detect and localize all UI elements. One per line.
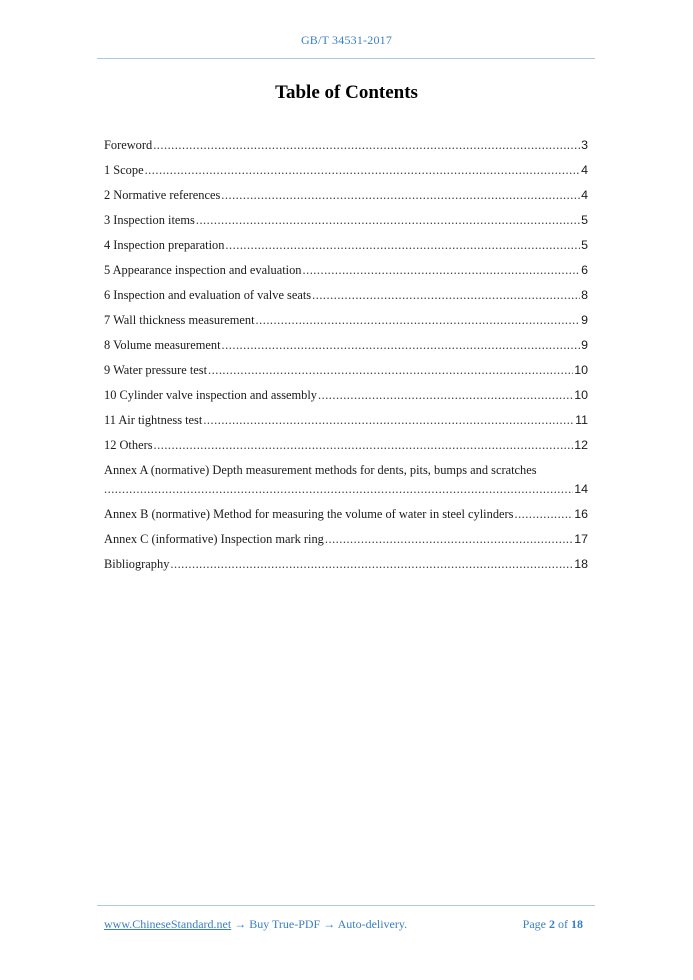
toc-entry-label: Annex C (informative) Inspection mark ring [104, 532, 324, 546]
toc-entry-bibliography[interactable] [104, 555, 588, 580]
toc-leader-dots [221, 186, 580, 204]
toc-leader-dots [203, 411, 574, 429]
toc-leader-dots [303, 261, 581, 279]
toc-entry-normative-references[interactable] [104, 186, 588, 211]
toc-entry-appearance-inspection[interactable] [104, 261, 588, 286]
toc-entry-label: 6 Inspection and evaluation of valve seats [104, 288, 312, 302]
current-page-number: 2 [549, 917, 555, 931]
toc-leader-dots [154, 436, 574, 454]
toc-entry-label: Bibliography [104, 557, 170, 571]
toc-entry-page: 11 [575, 413, 588, 427]
toc-leader-dots [145, 161, 581, 179]
toc-entry-page: 9 [581, 338, 588, 352]
toc-leader-dots [325, 530, 573, 548]
toc-entry-label: 7 Wall thickness measurement [104, 313, 255, 327]
toc-entry-others[interactable] [104, 436, 588, 461]
toc-entry-page: 10 [574, 363, 588, 377]
toc-entry-wall-thickness[interactable] [104, 311, 588, 336]
toc-leader-dots [225, 236, 580, 254]
toc-entry-label: 9 Water pressure test [104, 363, 208, 377]
toc-entry-cylinder-valve[interactable] [104, 386, 588, 411]
toc-entry-page: 4 [581, 163, 588, 177]
toc-entry-page: 12 [574, 438, 588, 452]
toc-entry-page: 18 [574, 557, 588, 571]
toc-entry-inspection-preparation[interactable] [104, 236, 588, 261]
toc-leader-dots [312, 286, 580, 304]
total-pages-number: 18 [571, 917, 583, 931]
toc-leader-dots [196, 211, 580, 229]
toc-entry-label: 11 Air tightness test [104, 413, 203, 427]
toc-entry-label: Annex B (normative) Method for measuring the volume of water in steel cylinders [104, 507, 514, 521]
toc-entry-label: 2 Normative references [104, 188, 221, 202]
toc-entry-page: 14 [574, 482, 588, 496]
toc-entry-label: 8 Volume measurement [104, 338, 221, 352]
footer-divider [97, 905, 595, 906]
toc-leader-dots [256, 311, 581, 329]
toc-entry-page: 8 [581, 288, 588, 302]
toc-entry-valve-seats[interactable] [104, 286, 588, 311]
toc-entry-foreword[interactable] [104, 136, 588, 161]
header-divider [97, 58, 595, 59]
toc-leader-dots [153, 136, 580, 154]
promo-text: → Buy True-PDF → Auto-delivery. [231, 917, 408, 931]
page-indicator [523, 917, 583, 932]
toc-entry-scope[interactable] [104, 161, 588, 186]
toc-entry-air-tightness-test[interactable] [104, 411, 588, 436]
toc-entry-annex-c[interactable] [104, 530, 588, 555]
toc-entry-page: 9 [581, 313, 588, 327]
toc-entry-annex-b[interactable] [104, 505, 588, 530]
toc-entry-page: 4 [581, 188, 588, 202]
toc-entry-water-pressure-test[interactable] [104, 361, 588, 386]
toc-entry-label: 1 Scope [104, 163, 144, 177]
toc-entry-label: Foreword [104, 138, 153, 152]
toc-entry-continuation [104, 480, 588, 499]
page-of: of [558, 917, 568, 931]
site-link[interactable]: www.ChineseStandard.net [104, 917, 232, 931]
toc-entry-page: 5 [581, 238, 588, 252]
toc-entry-label: 4 Inspection preparation [104, 238, 225, 252]
toc-leader-dots [222, 336, 581, 354]
toc-leader-dots [104, 480, 573, 498]
toc-entry-label: 5 Appearance inspection and evaluation [104, 263, 302, 277]
toc-entry-inspection-items[interactable] [104, 211, 588, 236]
toc-entry-label: 3 Inspection items [104, 213, 195, 227]
toc-leader-dots [318, 386, 573, 404]
footer-promo [104, 917, 407, 932]
page-prefix: Page [522, 917, 546, 931]
toc-entry-page: 5 [581, 213, 588, 227]
toc-entry-page: 17 [574, 532, 588, 546]
table-of-contents [104, 136, 588, 580]
toc-entry-page: 3 [581, 138, 588, 152]
toc-entry-label: 10 Cylinder valve inspection and assembly [104, 388, 318, 402]
toc-entry-annex-a[interactable] [104, 461, 588, 499]
toc-leader-dots [170, 555, 573, 573]
toc-entry-volume-measurement[interactable] [104, 336, 588, 361]
page-title: Table of Contents [275, 82, 418, 103]
running-header: GB/T 34531-2017 [300, 33, 393, 47]
toc-entry-label: Annex A (normative) Depth measurement methods for dents, pits, bumps and scratches [104, 463, 537, 477]
toc-entry-label: 12 Others [104, 438, 153, 452]
toc-leader-dots [208, 361, 573, 379]
toc-leader-dots [514, 505, 573, 523]
toc-entry-page: 6 [581, 263, 588, 277]
toc-entry-page: 10 [574, 388, 588, 402]
toc-entry-page: 16 [574, 507, 588, 521]
